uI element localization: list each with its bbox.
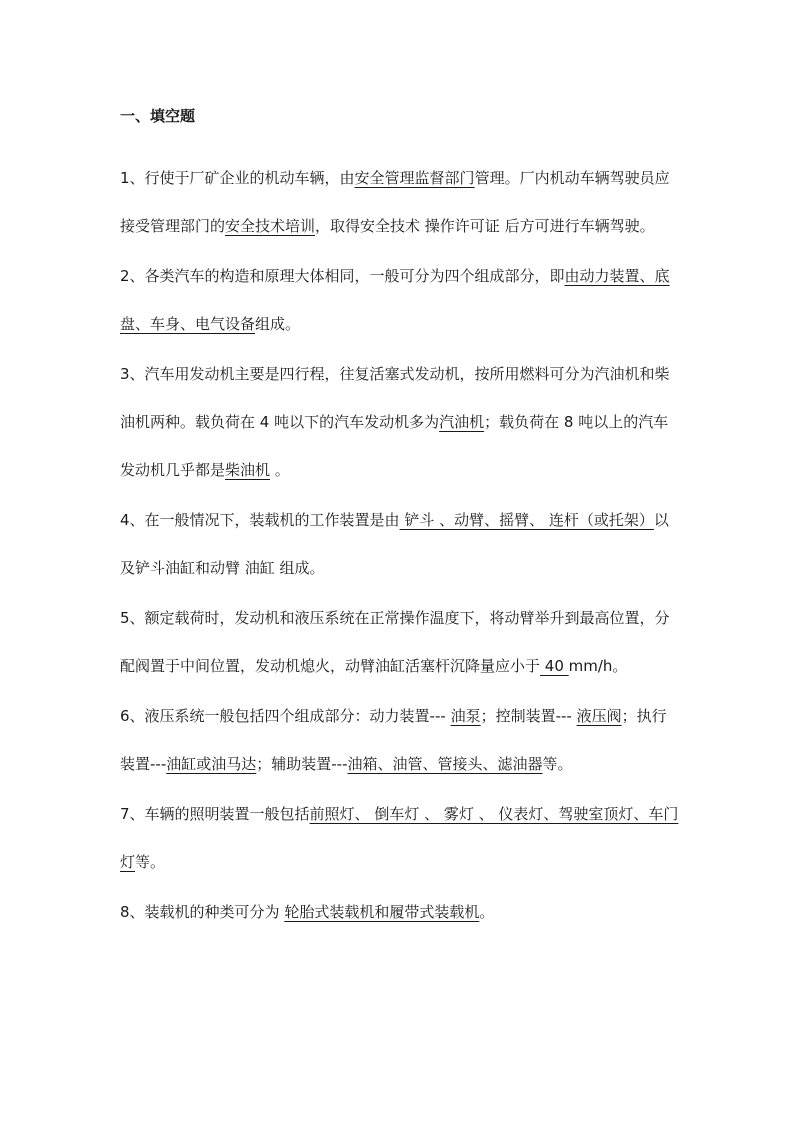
answer-blank: 安全管理监督部门 <box>354 169 475 187</box>
question-text: ；执行装置--- <box>120 707 667 773</box>
question-8 <box>120 888 680 936</box>
question-text: 等。 <box>135 853 166 871</box>
answer-blank: 轮胎式装载机和履带式装载机 <box>284 903 480 921</box>
question-1 <box>120 154 680 250</box>
question-text: 8、装载机的种类可分为 <box>120 903 285 921</box>
answer-blank: 油箱、油管、管接头、滤油器 <box>347 755 543 773</box>
answer-blank: 汽油机 <box>439 413 485 431</box>
question-5 <box>120 594 680 690</box>
question-text: 以及铲斗油缸和动臂 油缸 组成。 <box>120 511 669 577</box>
answer-blank: 柴油机 <box>225 461 271 479</box>
answer-blank: 铲斗 、动臂、摇臂、 连杆（或托架） <box>399 511 654 529</box>
question-text: 6、液压系统一般包括四个组成部分：动力装置--- <box>120 707 451 725</box>
question-text: 1、行使于厂矿企业的机动车辆，由 <box>120 169 355 187</box>
question-text: 2、各类汽车的构造和原理大体相同，一般可分为四个组成部分，即 <box>120 267 565 285</box>
answer-blank: 油泵 <box>450 707 481 725</box>
question-7 <box>120 790 680 886</box>
answer-blank: 40 <box>540 657 569 675</box>
answer-blank: 液压阀 <box>576 707 622 725</box>
question-text: 4、在一般情况下，装载机的工作装置是由 <box>120 511 400 529</box>
question-3 <box>120 350 680 494</box>
section-heading: 一、填空题 <box>120 107 196 125</box>
question-text: 等。 <box>542 755 573 773</box>
question-text: 。 <box>479 903 495 921</box>
question-text: ；载负荷在 8 吨以上的汽车发动机几乎都是 <box>120 413 669 479</box>
document-page <box>120 104 680 938</box>
question-list <box>120 154 680 936</box>
question-text: 管理。厂内机动车辆驾驶员应接受管理部门的 <box>120 169 670 235</box>
question-text: 5、额定载荷时，发动机和液压系统在正常操作温度下，将动臂举升到最高位置，分配阀置于中间位置，发动机熄火，动臂油缸活塞杆沉降量应小于 <box>120 609 670 675</box>
question-text: 3、汽车用发动机主要是四行程，往复活塞式发动机，按所用燃料可分为汽油机和柴油机两种。载负荷在 4 吨以下的汽车发动机多为 <box>120 365 670 431</box>
question-2 <box>120 252 680 348</box>
answer-blank: 油缸或油马达 <box>166 755 257 773</box>
question-4 <box>120 496 680 592</box>
question-text: ，取得安全技术 操作许可证 后方可进行车辆驾驶。 <box>315 217 655 235</box>
answer-blank: 前照灯、 倒车灯 、 雾灯 、 仪表灯、驾驶室顶灯、车门灯 <box>120 805 679 871</box>
question-text: mm/h。 <box>568 657 628 675</box>
question-text: ；辅助装置--- <box>256 755 348 773</box>
answer-blank: 由动力装置、底盘、车身、电气设备 <box>120 267 670 333</box>
question-text: ；控制装置--- <box>480 707 577 725</box>
answer-blank: 安全技术培训 <box>225 217 316 235</box>
question-6 <box>120 692 680 788</box>
question-text: 组成。 <box>255 315 301 333</box>
question-text: 。 <box>270 461 290 479</box>
question-text: 7、车辆的照明装置一般包括 <box>120 805 310 823</box>
